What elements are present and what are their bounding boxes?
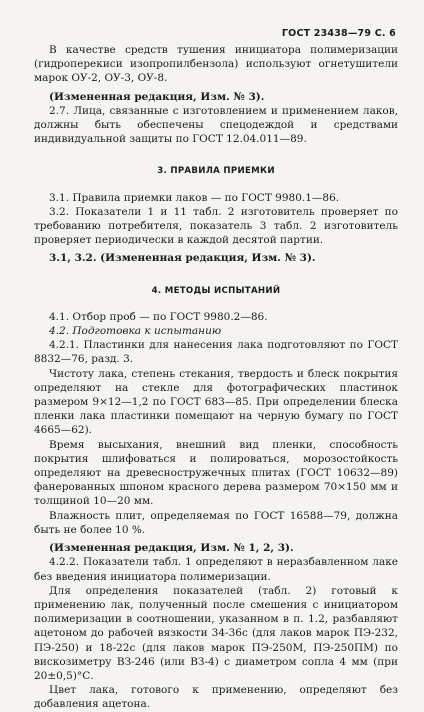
- section-heading: 3. ПРАВИЛА ПРИЕМКИ: [157, 166, 275, 177]
- amendment-note: (Измененная редакция, Изм. № 3).: [49, 90, 265, 103]
- document-body: [34, 43, 398, 712]
- paragraph: 4.2.2. Показатели табл. 1 определяют в неразбавленном лаке без введения инициатора полимеризации.: [34, 556, 398, 583]
- amendment-note: (Измененная редакция, Изм. № 1, 2, 3).: [49, 542, 294, 555]
- paragraph: Для определения показателей (табл. 2) готовый к применению лак, полученный после смешения с инициатором полимеризации в соотношении, указанном в п. 1.2, разбавляют ацетоном до рабочей вязкости 34-36с (для лаков марок ПЭ-232, ПЭ-250) и 18-22с (для лаков марок ПЭ-250М, ПЭ-250ПМ) по вискозиметру ВЗ-246 (или ВЗ-4) с диаметром сопла 4 мм (при 20±0,5)°С.: [34, 584, 398, 682]
- paragraph: 4.1. Отбор проб — по ГОСТ 9980.2—86.: [49, 310, 268, 323]
- subsection-title: 4.2. Подготовка к испытанию: [49, 325, 222, 338]
- paragraph: В качестве средств тушения инициатора полимеризации (гидроперекиси изопропилбензола) используют огнетушители марок ОУ-2, ОУ-3, ОУ-8.: [34, 44, 398, 85]
- paragraph: 2.7. Лица, связанные с изготовлением и применением лаков, должны быть обеспечены спецодеждой и средствами индивидуальной защиты по ГОСТ 12.04.011—89.: [34, 104, 398, 146]
- paragraph: 3.1. Правила приемки лаков — по ГОСТ 9980.1—86.: [49, 191, 340, 204]
- paragraph: 4.2.1. Пластинки для нанесения лака подготовляют по ГОСТ 8832—76, разд. 3.: [34, 339, 398, 366]
- paragraph: Цвет лака, готового к применению, определяют без добавления ацетона.: [34, 684, 398, 711]
- amendment-note: 3.1, 3.2. (Измененная редакция, Изм. № 3).: [49, 252, 316, 265]
- paragraph: 3.2. Показатели 1 и 11 табл. 2 изготовитель проверяет по требованию потребителя, показатель 3 табл. 2 изготовитель проверяет периодически в каждой десятой партии.: [34, 205, 398, 247]
- paragraph: Время высыхания, внешний вид пленки, способность покрытия шлифоваться и полироваться, морозостойкость определяют на древесностружечных плитах (ГОСТ 10632—89) фанерованных шпоном красного дерева размером 70×150 мм и толщиной 10—20 мм.: [34, 438, 398, 508]
- paragraph: Чистоту лака, степень стекания, твердость и блеск покрытия определяют на стекле для фотографических пластинок размером 9×12—1,2 по ГОСТ 683—85. При определении блеска пленки лака пластинки помещают на черную бумагу по ГОСТ 4665—62).: [34, 367, 398, 437]
- paragraph: Влажность плит, определяемая по ГОСТ 16588—79, должна быть не более 10 %.: [34, 509, 398, 536]
- page-header: ГОСТ 23438—79 С. 6: [281, 28, 396, 39]
- section-heading: 4. МЕТОДЫ ИСПЫТАНИЙ: [151, 285, 281, 296]
